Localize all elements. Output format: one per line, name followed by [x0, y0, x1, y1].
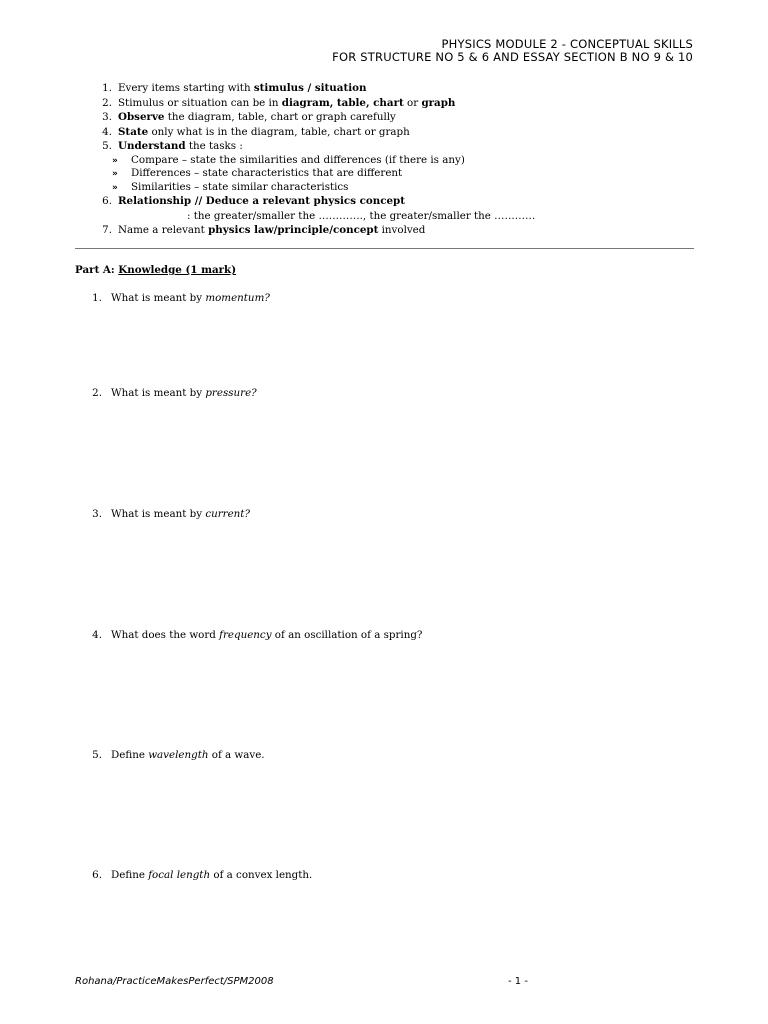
- task-bullet-compare: » Compare – state the similarities and differences (if there is any): [92, 154, 712, 168]
- task-bullet-differences: » Differences – state characteristics that are different: [92, 167, 712, 181]
- guideline-4: 4. State only what is in the diagram, table, chart or graph: [102, 125, 410, 138]
- question-4: 4. What does the word frequency of an oscillation of a spring?: [92, 629, 423, 641]
- bullet-icon: »: [112, 155, 118, 166]
- footer-author: Rohana/PracticeMakesPerfect/SPM2008: [75, 976, 274, 987]
- question-6: 6. Define focal length of a convex length.: [92, 869, 313, 881]
- bullet-icon: »: [112, 182, 118, 193]
- question-3: 3. What is meant by current?: [92, 508, 250, 520]
- header-title-line-1: PHYSICS MODULE 2 - CONCEPTUAL SKILLS: [441, 37, 693, 51]
- relationship-template: : the greater/smaller the …………., the greater/smaller the …………: [187, 209, 536, 222]
- guideline-6: 6. Relationship // Deduce a relevant physics concept: [102, 195, 405, 207]
- guidelines-list: [92, 81, 712, 237]
- section-divider: [75, 248, 694, 249]
- task-bullet-similarities: » Similarities – state similar characteristics: [92, 181, 712, 195]
- guideline-5: 5. Understand the tasks :: [102, 140, 243, 152]
- guideline-3: 3. Observe the diagram, table, chart or graph carefully: [102, 111, 396, 123]
- bullet-icon: »: [112, 169, 118, 179]
- guideline-7: 7. Name a relevant physics law/principle/concept involved: [102, 223, 426, 236]
- question-5: 5. Define wavelength of a wave.: [92, 749, 265, 761]
- footer-page-number: - 1 -: [508, 976, 528, 987]
- part-a-title: Knowledge (1 mark): [118, 264, 237, 276]
- question-2: 2. What is meant by pressure?: [92, 387, 257, 399]
- part-a-heading: Part A: Knowledge (1 mark): [75, 264, 237, 276]
- guideline-1: 1. Every items starting with stimulus / situation: [102, 82, 367, 94]
- question-1: 1. What is meant by momentum?: [92, 292, 270, 304]
- guideline-2: 2. Stimulus or situation can be in diagram, table, chart or graph: [102, 96, 456, 109]
- header-title-line-2: FOR STRUCTURE NO 5 & 6 AND ESSAY SECTION B NO 9 & 10: [332, 50, 693, 64]
